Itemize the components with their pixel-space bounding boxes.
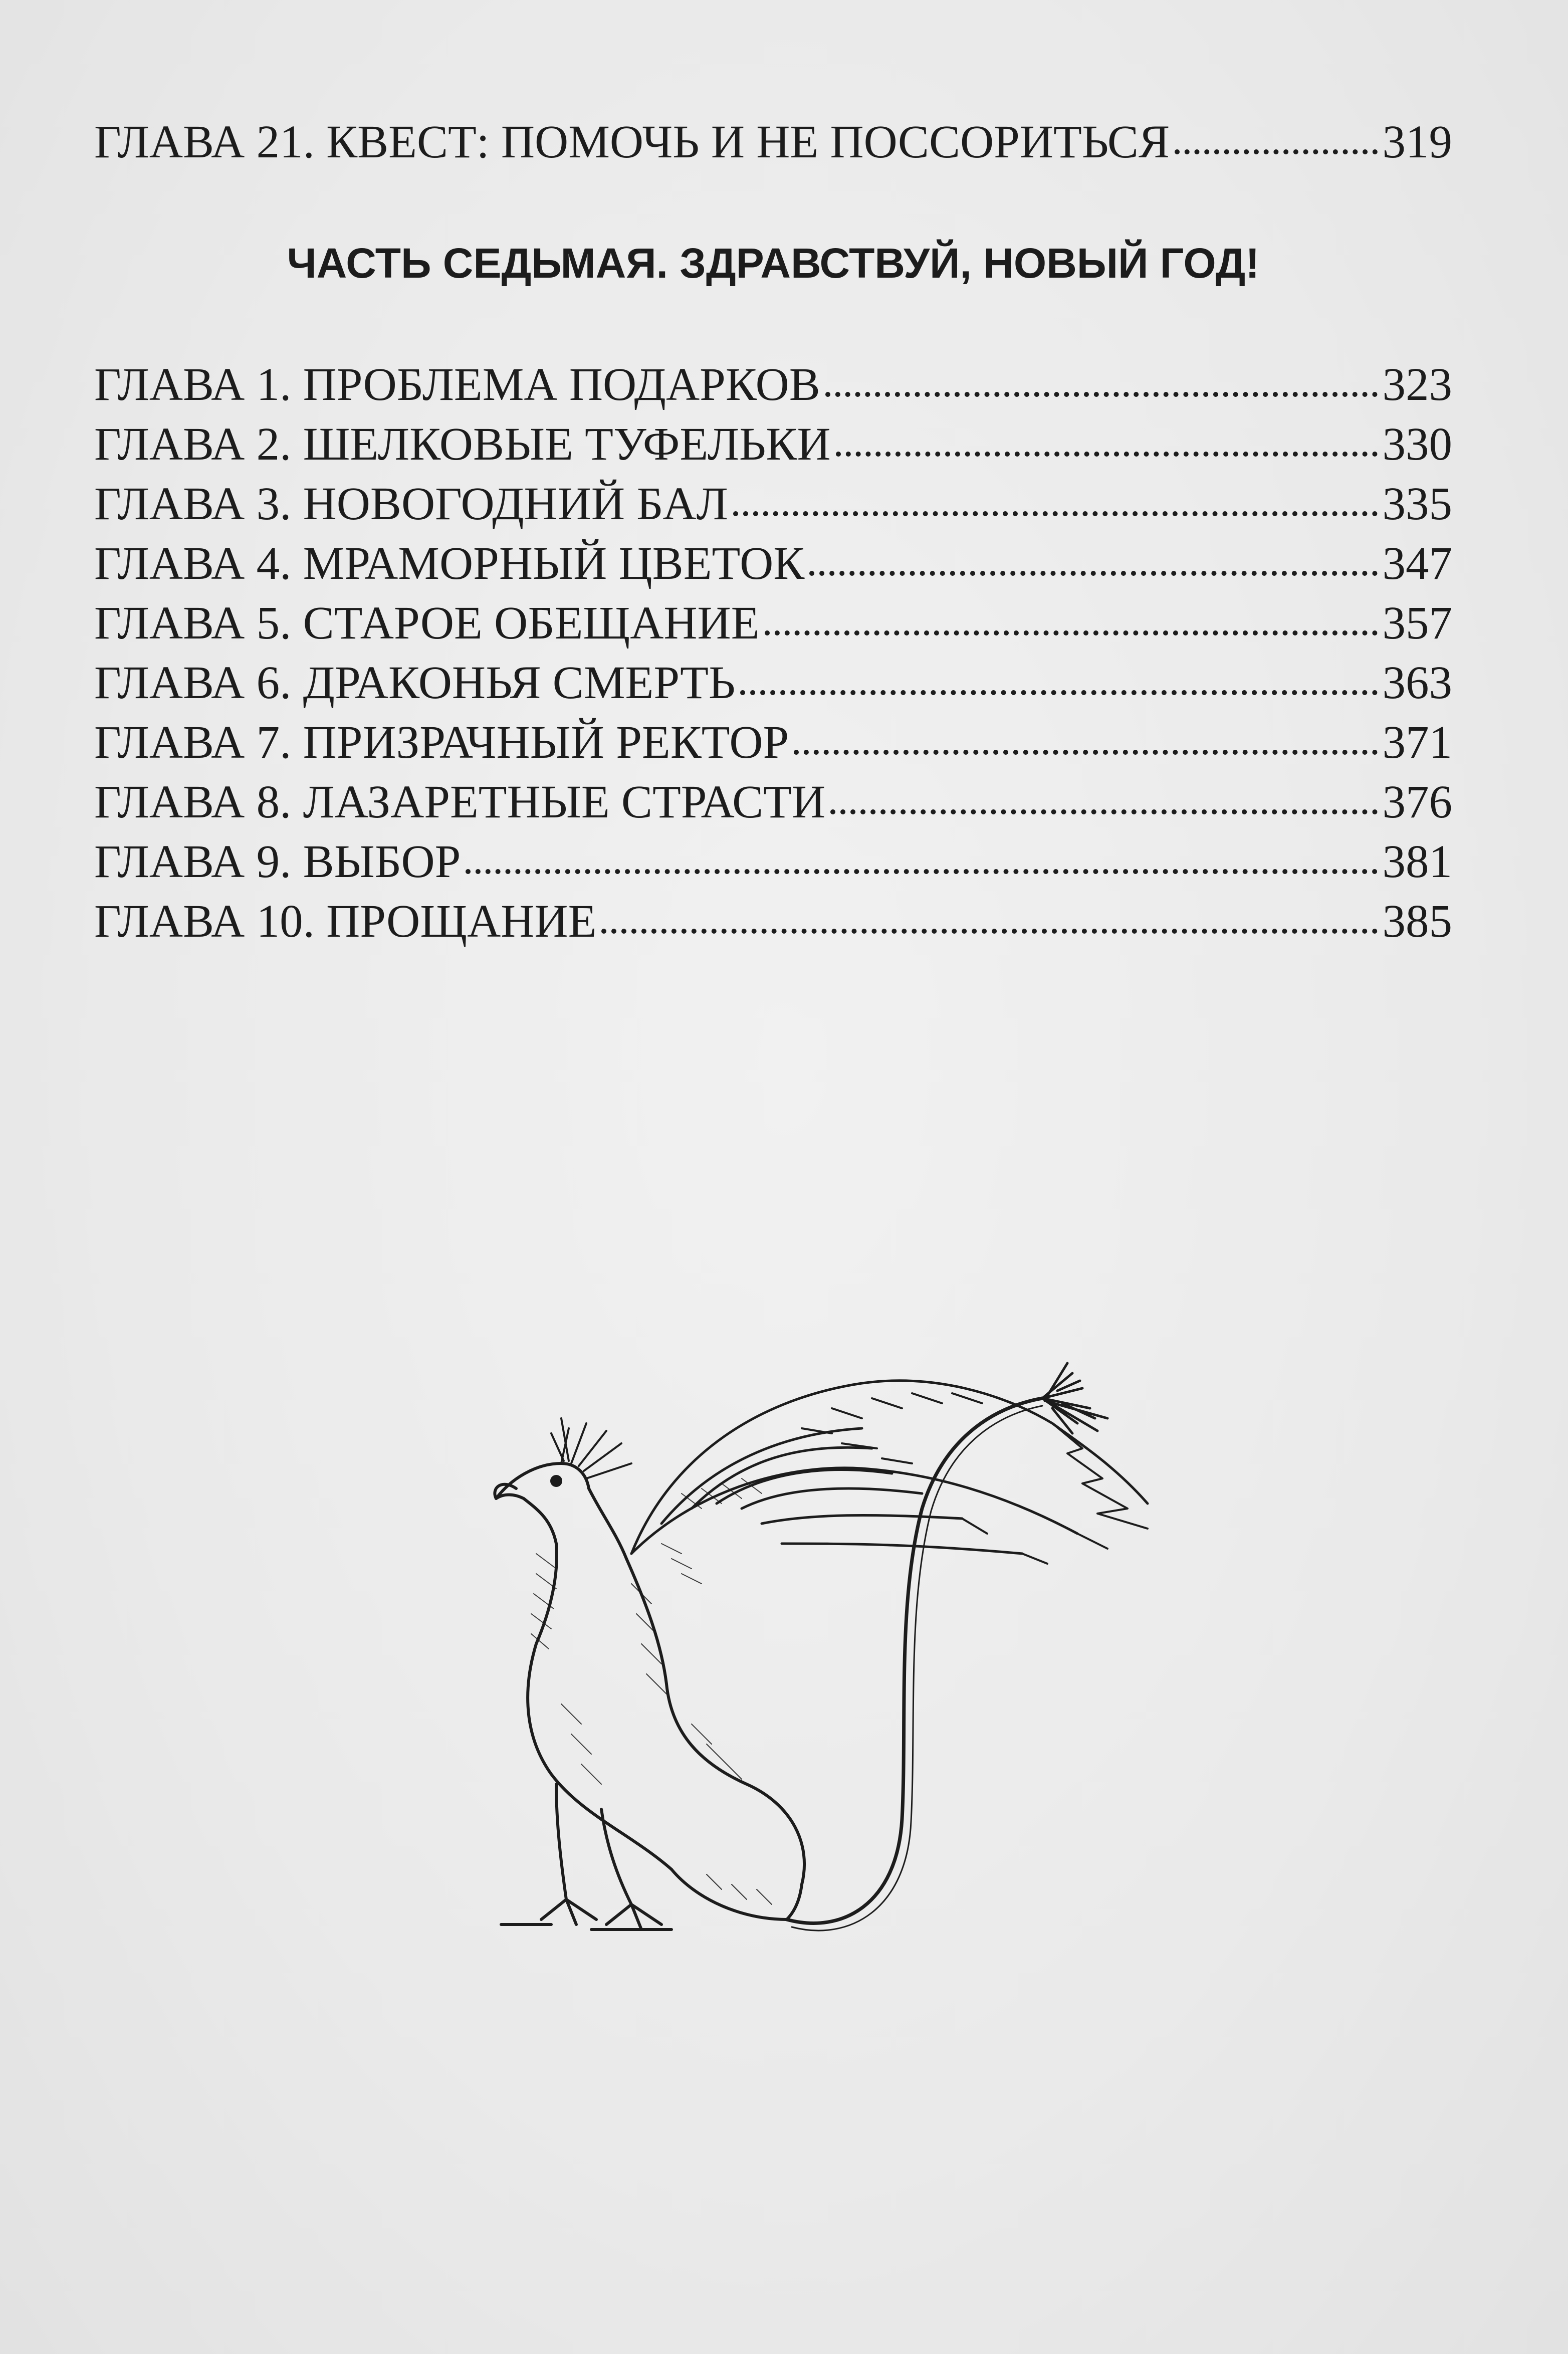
toc-entry-page: 385 <box>1382 896 1452 947</box>
toc-entry-page: 347 <box>1382 538 1452 589</box>
toc-entry-prev <box>94 116 1452 168</box>
part-heading: ЧАСТЬ СЕДЬМАЯ. ЗДРАВСТВУЙ, НОВЫЙ ГОД! <box>287 240 1260 287</box>
dot-leader <box>740 690 1377 695</box>
toc-entry-title: ГЛАВА 9. ВЫБОР <box>94 836 461 888</box>
toc-entry-page: 357 <box>1382 597 1452 649</box>
toc-entry-page: 371 <box>1382 717 1452 768</box>
toc-entry-title: ГЛАВА 1. ПРОБЛЕМА ПОДАРКОВ <box>94 359 820 410</box>
toc-entry <box>94 896 1452 948</box>
toc-entry-title: ГЛАВА 10. ПРОЩАНИЕ <box>94 896 597 947</box>
griffin-head <box>495 1463 626 1644</box>
dot-leader <box>466 869 1377 874</box>
dot-leader <box>794 749 1377 755</box>
toc-entry <box>94 418 1452 471</box>
dot-leader <box>601 928 1377 934</box>
griffin-shading <box>531 1478 772 1904</box>
dot-leader <box>809 570 1377 576</box>
toc-entry-page: 376 <box>1382 776 1452 828</box>
dot-leader <box>1175 149 1378 154</box>
toc-entry <box>94 359 1452 411</box>
griffin-illustration <box>481 1343 1213 2005</box>
dot-leader <box>830 809 1377 814</box>
griffin-body <box>528 1559 804 1919</box>
toc-entry-page: 330 <box>1382 418 1452 470</box>
toc-entry-title: ГЛАВА 2. ШЕЛКОВЫЕ ТУФЕЛЬКИ <box>94 418 831 470</box>
toc-entry-title: ГЛАВА 5. СТАРОЕ ОБЕЩАНИЕ <box>94 597 760 649</box>
toc-entry-page: 319 <box>1382 116 1452 168</box>
dot-leader <box>733 511 1378 516</box>
toc-entry-page: 363 <box>1382 657 1452 709</box>
toc-entry-title: ГЛАВА 6. ДРАКОНЬЯ СМЕРТЬ <box>94 657 736 709</box>
toc-entry-page: 335 <box>1382 478 1452 530</box>
dot-leader <box>825 391 1378 397</box>
dot-leader <box>765 630 1378 635</box>
toc-entry-page: 381 <box>1382 836 1452 888</box>
toc-entry-title: ГЛАВА 21. КВЕСТ: ПОМОЧЬ И НЕ ПОССОРИТЬСЯ <box>94 116 1170 168</box>
toc-entry-page: 323 <box>1382 359 1452 410</box>
toc-entry <box>94 478 1452 530</box>
toc-entry-title: ГЛАВА 8. ЛАЗАРЕТНЫЕ СТРАСТИ <box>94 776 826 828</box>
toc-entry-title: ГЛАВА 4. МРАМОРНЫЙ ЦВЕТОК <box>94 538 805 589</box>
toc-entry <box>94 836 1452 888</box>
dot-leader <box>836 451 1378 457</box>
griffin-legs <box>501 1784 671 1930</box>
toc-entry <box>94 538 1452 590</box>
toc-entry <box>94 597 1452 650</box>
toc-entry-title: ГЛАВА 3. НОВОГОДНИЙ БАЛ <box>94 478 728 530</box>
toc-entry <box>94 717 1452 769</box>
griffin-crest <box>551 1418 631 1478</box>
toc-entry <box>94 776 1452 828</box>
toc-entry <box>94 657 1452 709</box>
toc-entry-title: ГЛАВА 7. ПРИЗРАЧНЫЙ РЕКТОР <box>94 717 789 768</box>
